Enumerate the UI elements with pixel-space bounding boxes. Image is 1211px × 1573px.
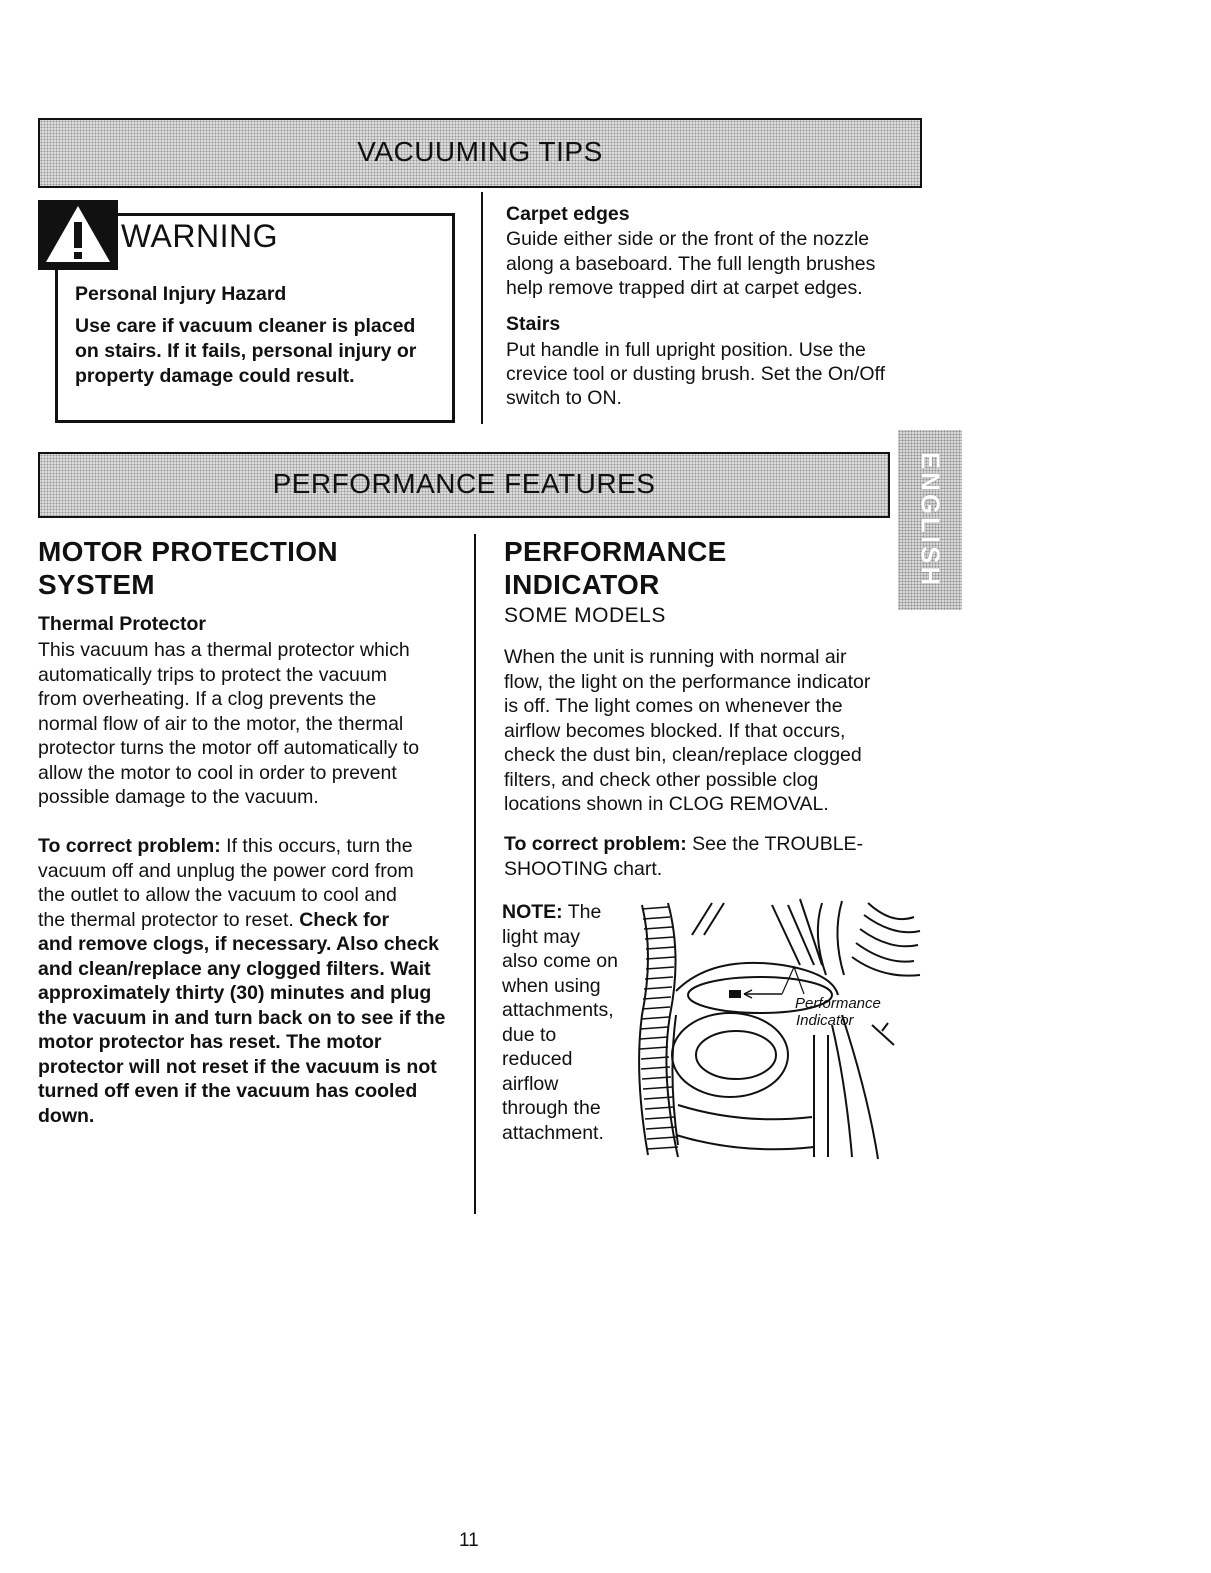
motor-protection-heading: MOTOR PROTECTION <box>38 536 338 567</box>
indicator-line: airflow becomes blocked. If that occurs, <box>504 719 846 742</box>
page-number: 11 <box>459 1530 479 1551</box>
vacuuming-tips-title: VACUUMING TIPS <box>357 136 603 167</box>
vacuum-indicator-illustration <box>632 895 924 1167</box>
thermal-protector-heading: Thermal Protector <box>38 613 206 635</box>
motor-line-bold: and remove clogs, if necessary. Also check <box>38 933 440 955</box>
indicator-line: SHOOTING chart. <box>504 857 663 880</box>
motor-line: protector turns the motor off automatically to <box>38 737 420 759</box>
motor-line: from overheating. If a clog prevents the <box>38 688 377 710</box>
performance-features-title: PERFORMANCE FEATURES <box>272 468 656 499</box>
carpet-edges-heading: Carpet edges <box>506 203 630 225</box>
indicator-line: locations shown in CLOG REMOVAL. <box>504 793 829 815</box>
stairs-heading: Stairs <box>506 313 561 335</box>
warning-title: WARNING <box>121 218 278 254</box>
motor-line-bold: Check for <box>299 908 390 931</box>
note-line: also come on <box>502 950 618 972</box>
warning-line: on stairs. If it fails, personal injury or <box>75 340 417 362</box>
motor-line: automatically trips to protect the vacuum <box>38 663 387 686</box>
motor-line: normal flow of air to the motor, the thermal <box>38 712 404 735</box>
performance-features-banner <box>38 452 890 518</box>
motor-line-bold: and clean/replace any clogged filters. Wait <box>38 957 431 980</box>
correct-problem-text: If this occurs, turn the <box>220 835 413 857</box>
performance-indicator-heading: PERFORMANCE <box>504 536 727 567</box>
performance-indicator-heading: INDICATOR <box>504 569 660 600</box>
indicator-paragraph-2 <box>504 832 924 881</box>
warning-hazard: Personal Injury Hazard <box>75 283 287 305</box>
motor-line: This vacuum has a thermal protector which <box>38 639 410 661</box>
some-models-label: SOME MODELS <box>504 604 666 627</box>
motor-paragraph-2 <box>38 834 468 1128</box>
note-line: through the <box>502 1097 601 1119</box>
english-tab-label: ENGLISH <box>915 451 946 589</box>
warning-line: property damage could result. <box>75 365 355 387</box>
column-divider-bottom <box>474 534 476 1214</box>
stairs-line: crevice tool or dusting brush. Set the On/Off <box>506 363 886 385</box>
motor-line: the outlet to allow the vacuum to cool and <box>38 884 397 906</box>
warning-header-block <box>38 200 118 270</box>
motor-line-bold: protector will not reset if the vacuum is not <box>38 1055 437 1078</box>
note-line: due to <box>502 1023 557 1046</box>
note-line: when using <box>502 974 601 997</box>
note-label: NOTE: <box>502 901 563 923</box>
vacuuming-tips-banner <box>38 118 922 188</box>
note-line: reduced <box>502 1048 573 1070</box>
warning-triangle-icon <box>38 200 118 270</box>
correct-problem-label: To correct problem: <box>38 835 221 857</box>
correct-problem-label: To correct problem: <box>504 833 687 855</box>
note-line: airflow <box>502 1072 559 1095</box>
note-text <box>502 900 632 1145</box>
carpet-edges-line: help remove trapped dirt at carpet edges. <box>506 277 863 299</box>
note-line: attachment. <box>502 1121 604 1144</box>
illustration-label: Indicator <box>796 1012 854 1029</box>
motor-protection-heading: SYSTEM <box>38 569 155 600</box>
motor-line: vacuum off and unplug the power cord from <box>38 859 414 882</box>
motor-line: allow the motor to cool in order to prevent <box>38 761 397 784</box>
motor-line-bold: approximately thirty (30) minutes and plug <box>38 982 432 1004</box>
motor-line-bold: turned off even if the vacuum has cooled <box>38 1080 418 1102</box>
carpet-edges-line: Guide either side or the front of the nozzle <box>506 228 870 250</box>
stairs-line: switch to ON. <box>506 387 622 409</box>
note-line: attachments, <box>502 999 614 1021</box>
indicator-line: is off. The light comes on whenever the <box>504 695 843 717</box>
warning-line: Use care if vacuum cleaner is placed <box>75 315 416 337</box>
motor-line-bold: down. <box>38 1104 95 1127</box>
column-divider-top <box>481 192 483 424</box>
correct-problem-text: See the TROUBLE- <box>686 833 864 855</box>
indicator-line: flow, the light on the performance indicator <box>504 670 871 693</box>
motor-paragraph-1 <box>38 638 468 810</box>
illustration-label: Performance <box>795 995 881 1012</box>
indicator-paragraph-1 <box>504 645 924 817</box>
stairs-line: Put handle in full upright position. Use the <box>506 339 866 361</box>
indicator-line: filters, and check other possible clog <box>504 768 819 791</box>
indicator-line: When the unit is running with normal air <box>504 646 847 668</box>
note-line: light may <box>502 925 581 948</box>
carpet-edges-line: along a baseboard. The full length brushes <box>506 253 876 275</box>
note-first: The <box>562 901 602 923</box>
motor-line: possible damage to the vacuum. <box>38 786 319 808</box>
indicator-line: check the dust bin, clean/replace clogged <box>504 744 862 766</box>
motor-line-bold: motor protector has reset. The motor <box>38 1031 382 1053</box>
motor-line-bold: the vacuum in and turn back on to see if the <box>38 1006 446 1029</box>
motor-line: the thermal protector to reset. <box>38 908 300 931</box>
